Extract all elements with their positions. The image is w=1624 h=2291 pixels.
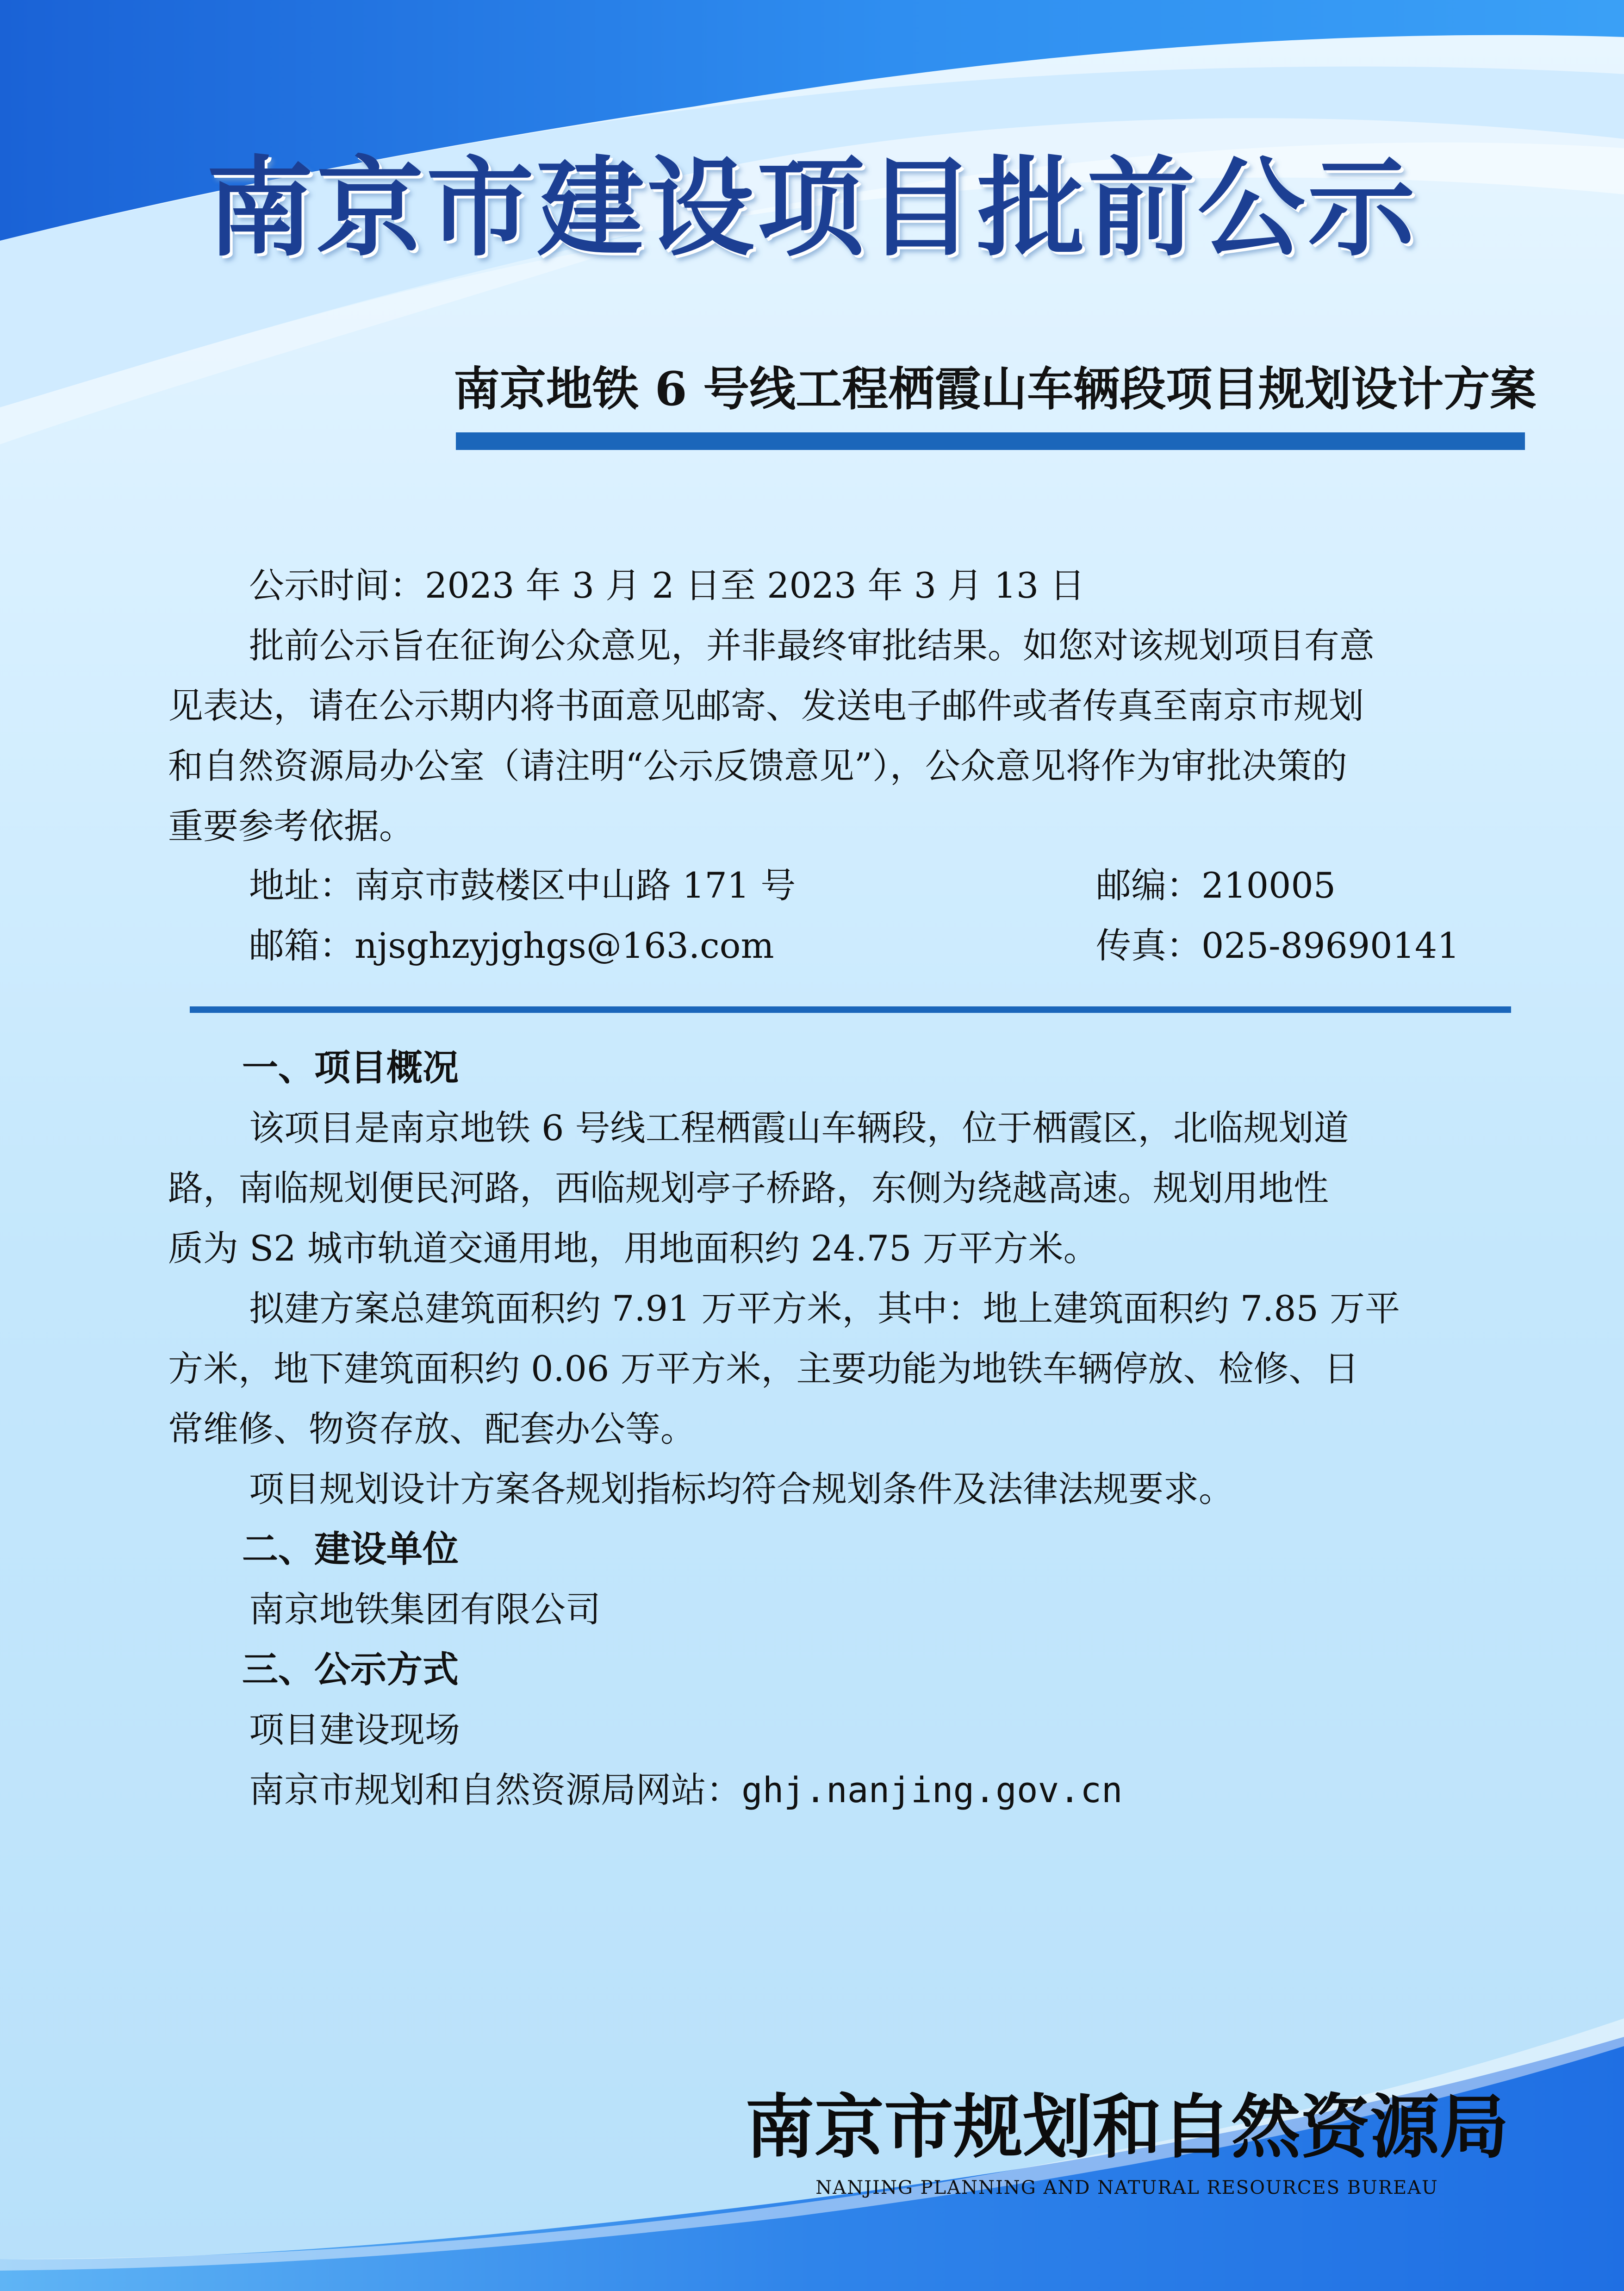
fax-label: 传真： bbox=[1096, 925, 1201, 966]
footer-org-english: NANJING PLANNING AND NATURAL RESOURCES BUREAU bbox=[815, 2177, 1438, 2198]
overview-heading: 一、项目概况 bbox=[242, 1047, 459, 1089]
subtitle-underline bbox=[456, 432, 1525, 450]
section-divider bbox=[190, 1006, 1511, 1013]
postal-label: 邮编： bbox=[1096, 865, 1201, 906]
overview-paragraph-line: 方米，地下建筑面积约 0.06 万平方米，主要功能为地铁车辆停放、检修、日 bbox=[168, 1348, 1359, 1389]
address-value: 南京市鼓楼区中山路 171 号 bbox=[355, 865, 796, 906]
footer-org-name: 南京市规划和自然资源局 bbox=[745, 2086, 1509, 2168]
notice-intro-line: 重要参考依据。 bbox=[168, 805, 414, 847]
page-title: 南京市建设项目批前公示 bbox=[206, 146, 1418, 271]
address-row bbox=[249, 855, 796, 916]
builder-name: 南京地铁集团有限公司 bbox=[249, 1589, 601, 1630]
notice-intro-line: 和自然资源局办公室（请注明“公示反馈意见”），公众意见将作为审批决策的 bbox=[168, 745, 1347, 787]
method-heading: 三、公示方式 bbox=[242, 1649, 459, 1691]
address-label: 地址： bbox=[249, 865, 355, 906]
content-section bbox=[168, 1038, 1510, 1820]
notice-intro-line: 批前公示旨在征询公众意见，并非最终审批结果。如您对该规划项目有意 bbox=[249, 625, 1375, 666]
overview-paragraph-line: 常维修、物资存放、配套办公等。 bbox=[168, 1408, 696, 1449]
email-label: 邮箱： bbox=[249, 925, 355, 966]
postal-row bbox=[1096, 855, 1336, 916]
overview-paragraph-line: 路，南临规划便民河路，西临规划亭子桥路，东侧为绕越高速。规划用地性 bbox=[168, 1167, 1329, 1209]
email-row bbox=[249, 916, 774, 976]
notice-section bbox=[168, 556, 1510, 856]
overview-paragraph-line: 质为 S2 城市轨道交通用地，用地面积约 24.75 万平方米。 bbox=[168, 1228, 1099, 1269]
compliance-statement: 项目规划设计方案各规划指标均符合规划条件及法律法规要求。 bbox=[249, 1468, 1234, 1510]
notice-intro-line: 见表达，请在公示期内将书面意见邮寄、发送电子邮件或者传真至南京市规划 bbox=[168, 685, 1364, 726]
notice-period: 公示时间：2023 年 3 月 2 日至 2023 年 3 月 13 日 bbox=[249, 565, 1085, 606]
fax-row bbox=[1096, 916, 1460, 976]
method-item-site: 项目建设现场 bbox=[249, 1709, 460, 1750]
project-subtitle: 南京地铁 6 号线工程栖霞山车辆段项目规划设计方案 bbox=[454, 362, 1537, 416]
email-value: njsghzyjghgs@163.com bbox=[355, 925, 774, 966]
builder-heading: 二、建设单位 bbox=[242, 1529, 459, 1570]
method-item-website bbox=[168, 1760, 1510, 1820]
website-label: 南京市规划和自然资源局网站： bbox=[249, 1769, 741, 1810]
overview-paragraph-line: 拟建方案总建筑面积约 7.91 万平方米，其中：地上建筑面积约 7.85 万平 bbox=[249, 1288, 1400, 1329]
website-url: ghj.nanjing.gov.cn bbox=[741, 1769, 1123, 1810]
overview-paragraph-line: 该项目是南京地铁 6 号线工程栖霞山车辆段，位于栖霞区，北临规划道 bbox=[249, 1107, 1349, 1149]
postal-value: 210005 bbox=[1201, 865, 1336, 906]
fax-value: 025-89690141 bbox=[1201, 925, 1460, 966]
